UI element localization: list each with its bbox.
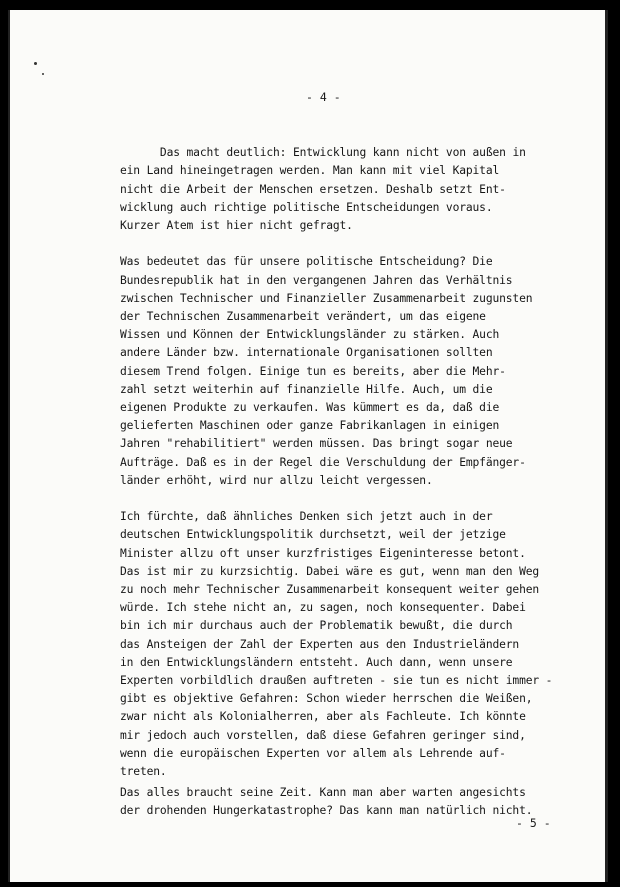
- text-line: nicht die Arbeit der Menschen ersetzen. Deshalb setzt Ent-: [120, 182, 506, 196]
- page-number-bottom: - 5 -: [516, 816, 551, 830]
- text-line: der Technischen Zusammenarbeit verändert, um das eigene: [120, 310, 486, 324]
- text-line: länder erhöht, wird nur allzu leicht vergessen.: [120, 473, 433, 487]
- text-line: Wissen und Können der Entwicklungsländer zu stärken. Auch: [120, 328, 500, 342]
- text-line: zwar nicht als Kolonialherren, aber als Fachleute. Ich könnte: [120, 710, 526, 724]
- text-line: Kurzer Atem ist hier nicht gefragt.: [120, 219, 353, 233]
- page-number-top: - 4 -: [306, 90, 341, 104]
- paragraph-2: [120, 253, 570, 490]
- text-line: zahl setzt weiterhin auf finanzielle Hilfe. Auch, um die: [120, 382, 493, 396]
- scan-speck: [42, 73, 44, 75]
- text-line: ein Land hineingetragen werden. Man kann mit viel Kapital: [120, 164, 500, 178]
- scan-border-left: [8, 10, 10, 882]
- text-line: diesem Trend folgen. Einige tun es bereits, aber die Mehr-: [120, 364, 506, 378]
- document-page: [8, 10, 608, 882]
- text-line: eigenen Produkte zu verkaufen. Was kümmert es da, daß die: [120, 401, 500, 415]
- text-line: wicklung auch richtige politische Entscheidungen voraus.: [120, 200, 493, 214]
- text-line: Das ist mir zu kurzsichtig. Dabei wäre es gut, wenn man den Weg: [120, 564, 540, 578]
- text-line: der drohenden Hungerkatastrophe? Das kann man natürlich nicht.: [120, 804, 533, 818]
- text-line: treten.: [120, 765, 167, 779]
- text-line: zwischen Technischer und Finanzieller Zusammenarbeit zugunsten: [120, 291, 533, 305]
- paragraph-3: [120, 508, 570, 781]
- scan-border-right: [605, 10, 608, 882]
- paragraph-4: [120, 784, 570, 820]
- text-line: gibt es objektive Gefahren: Schon wieder herrschen die Weißen,: [120, 692, 533, 706]
- text-line: Ich fürchte, daß ähnliches Denken sich jetzt auch in der: [120, 510, 493, 524]
- text-line: Minister allzu oft unser kurzfristiges Eigeninteresse betont.: [120, 546, 526, 560]
- text-line: gelieferten Maschinen oder ganze Fabrikanlagen in einigen: [120, 419, 500, 433]
- text-line: Aufträge. Daß es in der Regel die Verschuldung der Empfänger-: [120, 455, 526, 469]
- text-line: wenn die europäischen Experten vor allem als Lehrende auf-: [120, 746, 506, 760]
- text-line: zu noch mehr Technischer Zusammenarbeit konsequent weiter gehen: [120, 583, 540, 597]
- scan-speck: [34, 62, 37, 65]
- paragraph-1: [120, 126, 570, 235]
- text-line: mir jedoch auch vorstellen, daß diese Gefahren geringer sind,: [120, 728, 526, 742]
- text-line: Bundesrepublik hat in den vergangenen Jahren das Verhältnis: [120, 273, 513, 287]
- text-line: würde. Ich stehe nicht an, zu sagen, noch konsequenter. Dabei: [120, 601, 526, 615]
- text-line: Das macht deutlich: Entwicklung kann nicht von außen in: [159, 146, 526, 160]
- text-line: bin ich mir durchaus auch der Problematik bewußt, die durch: [120, 619, 513, 633]
- text-line: Experten vorbildlich draußen auftreten - sie tun es nicht immer -: [120, 674, 553, 688]
- text-line: Was bedeutet das für unsere politische Entscheidung? Die: [120, 255, 493, 269]
- text-line: andere Länder bzw. internationale Organisationen sollten: [120, 346, 493, 360]
- body-text: [120, 126, 570, 839]
- text-line: in den Entwicklungsländern entsteht. Auch dann, wenn unsere: [120, 655, 513, 669]
- text-line: deutschen Entwicklungspolitik durchsetzt, weil der jetzige: [120, 528, 506, 542]
- text-line: Das alles braucht seine Zeit. Kann man aber warten angesichts: [120, 786, 526, 800]
- text-line: das Ansteigen der Zahl der Experten aus den Industrieländern: [120, 637, 520, 651]
- text-line: Jahren "rehabilitiert" werden müssen. Das bringt sogar neue: [120, 437, 513, 451]
